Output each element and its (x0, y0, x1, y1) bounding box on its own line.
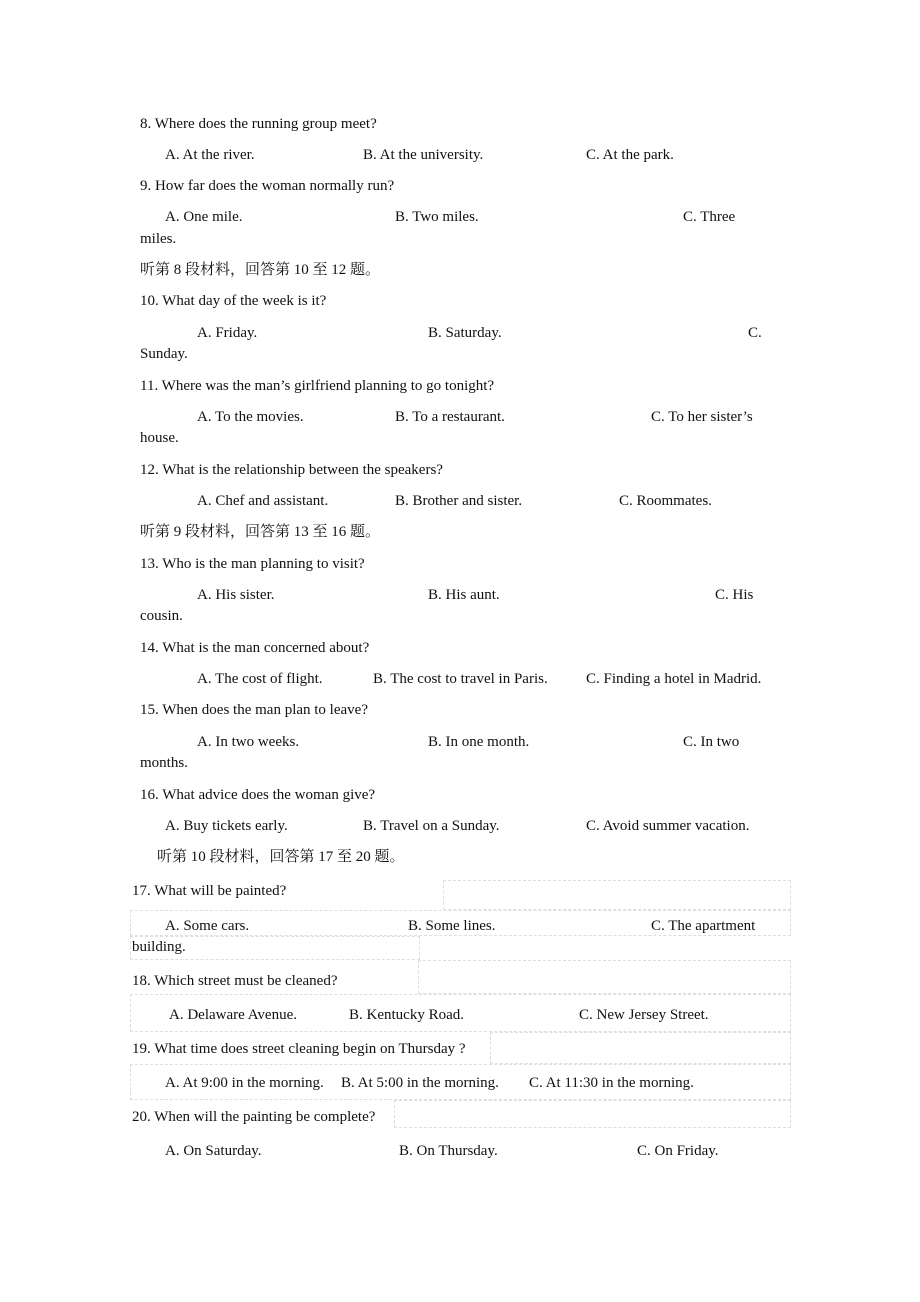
question-15: 15. When does the man plan to leave? (140, 702, 368, 718)
question-17: 17. What will be painted? (132, 883, 287, 899)
option-10c: C. (748, 325, 762, 341)
option-13c-continued: cousin. (140, 608, 183, 624)
option-9a: A. One mile. (165, 209, 243, 225)
option-14a: A. The cost of flight. (197, 671, 323, 687)
option-9c-continued: miles. (140, 231, 177, 247)
option-8b: B. At the university. (363, 147, 484, 163)
table-cell-outline (394, 1100, 791, 1128)
option-14c: C. Finding a hotel in Madrid. (586, 671, 762, 687)
option-16c: C. Avoid summer vacation. (586, 818, 750, 834)
section-heading-8: 听第 8 段材料，回答第 10 至 12 题。 (140, 262, 381, 278)
option-18b: B. Kentucky Road. (349, 1007, 464, 1023)
table-cell-outline (418, 960, 791, 994)
question-18: 18. Which street must be cleaned? (132, 973, 338, 989)
table-cell-outline (490, 1032, 791, 1064)
option-12a: A. Chef and assistant. (197, 493, 329, 509)
question-14: 14. What is the man concerned about? (140, 640, 370, 656)
option-15b: B. In one month. (428, 734, 530, 750)
option-17a: A. Some cars. (165, 918, 250, 934)
section-heading-10: 听第 10 段材料，回答第 17 至 20 题。 (157, 849, 405, 865)
option-19c: C. At 11:30 in the morning. (529, 1075, 694, 1091)
option-19a: A. At 9:00 in the morning. (165, 1075, 324, 1091)
question-19: 19. What time does street cleaning begin on Thursday ? (132, 1041, 466, 1057)
option-17c-continued: building. (132, 939, 186, 955)
table-cell-outline (443, 880, 791, 910)
option-11b: B. To a restaurant. (395, 409, 505, 425)
option-17c: C. The apartment (651, 918, 756, 934)
option-17b: B. Some lines. (408, 918, 496, 934)
option-20a: A. On Saturday. (165, 1143, 262, 1159)
option-16b: B. Travel on a Sunday. (363, 818, 500, 834)
option-9c: C. Three (683, 209, 736, 225)
option-13c: C. His (715, 587, 754, 603)
option-8c: C. At the park. (586, 147, 674, 163)
option-12b: B. Brother and sister. (395, 493, 523, 509)
option-15c-continued: months. (140, 755, 188, 771)
option-10c-continued: Sunday. (140, 346, 188, 362)
option-16a: A. Buy tickets early. (165, 818, 288, 834)
option-15a: A. In two weeks. (197, 734, 300, 750)
option-18a: A. Delaware Avenue. (169, 1007, 297, 1023)
question-13: 13. Who is the man planning to visit? (140, 556, 365, 572)
option-8a: A. At the river. (165, 147, 255, 163)
question-11: 11. Where was the man’s girlfriend planning to go tonight? (140, 378, 495, 394)
option-9b: B. Two miles. (395, 209, 479, 225)
question-8: 8. Where does the running group meet? (140, 116, 377, 132)
option-20c: C. On Friday. (637, 1143, 719, 1159)
option-11c: C. To her sister’s (651, 409, 753, 425)
section-heading-9: 听第 9 段材料，回答第 13 至 16 题。 (140, 524, 381, 540)
question-20: 20. When will the painting be complete? (132, 1109, 376, 1125)
option-11a: A. To the movies. (197, 409, 304, 425)
option-14b: B. The cost to travel in Paris. (373, 671, 548, 687)
option-10b: B. Saturday. (428, 325, 502, 341)
option-12c: C. Roommates. (619, 493, 712, 509)
option-20b: B. On Thursday. (399, 1143, 498, 1159)
option-10a: A. Friday. (197, 325, 258, 341)
question-10: 10. What day of the week is it? (140, 293, 327, 309)
option-15c: C. In two (683, 734, 740, 750)
question-16: 16. What advice does the woman give? (140, 787, 376, 803)
option-18c: C. New Jersey Street. (579, 1007, 709, 1023)
question-12: 12. What is the relationship between the speakers? (140, 462, 443, 478)
option-13b: B. His aunt. (428, 587, 500, 603)
question-9: 9. How far does the woman normally run? (140, 178, 395, 194)
option-11c-continued: house. (140, 430, 179, 446)
option-19b: B. At 5:00 in the morning. (341, 1075, 499, 1091)
option-13a: A. His sister. (197, 587, 275, 603)
